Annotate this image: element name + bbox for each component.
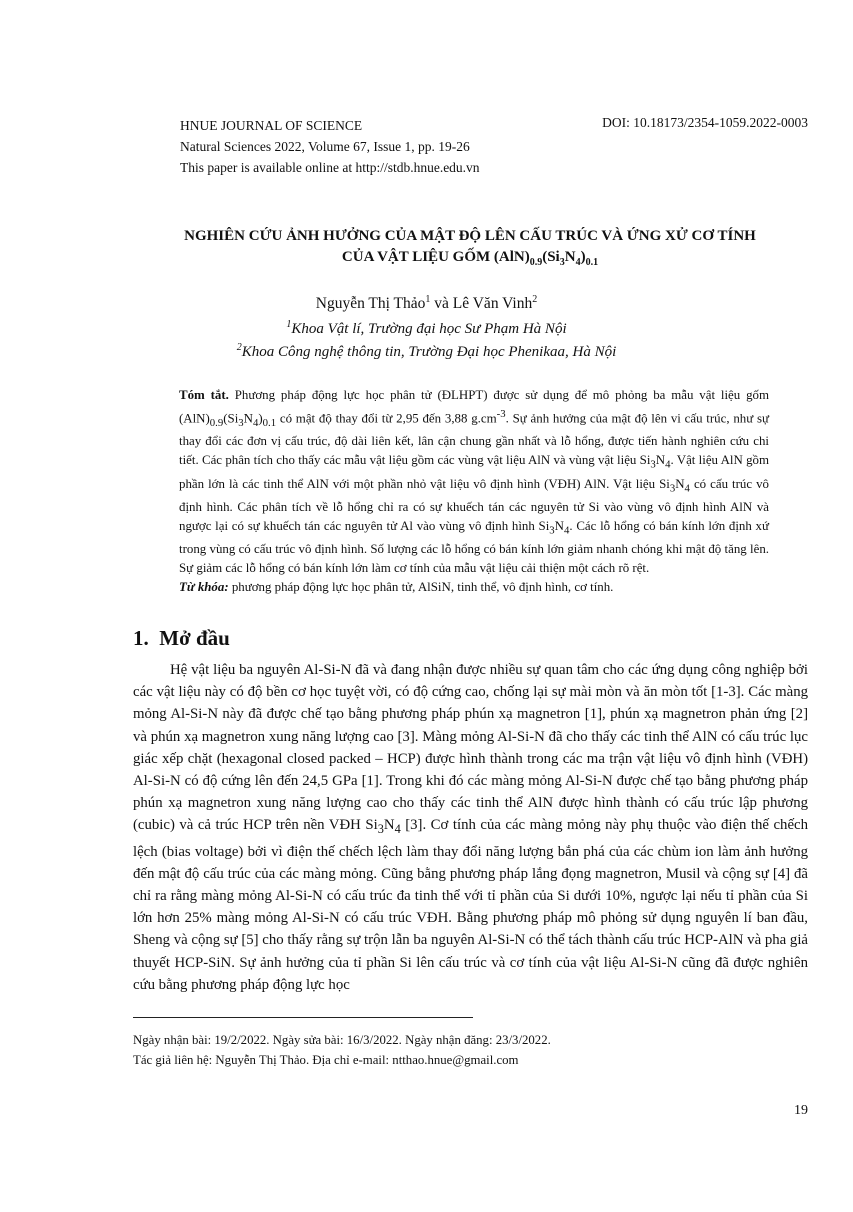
footnote-rule	[133, 1017, 473, 1018]
section-heading: 1. Mở đầu	[133, 626, 230, 650]
affiliation-2: $^2$Khoa Công nghệ thông tin, Trường Đại học Phenikaa, Hà Nội	[236, 342, 617, 360]
authors: Nguyễn Thị Thảo$^1$ và Lê Văn Vinh$^2$	[315, 294, 538, 313]
abstract: Tóm tắt. Phương pháp động lực học phân tử (ĐLHPT) được sử dụng để mô phỏng ba mẫu vật liệu gốm $(AlN)_{0.9}(Si_3N_4)_{0.1}$ có mật độ thay đổi từ 2,95 đến 3,88 $g.cm^{-3}$. Sự ảnh hưởng của mật độ lên vi cấu trúc, như sự thay đổi các đơn vị cấu trúc, độ dài liên kết, lân cận chung gần nhất và lỗ hổng, được tiến hành nghiên cứu chi tiết. Các phân tích cho thấy các mẫu vật liệu gồm các vùng vật liệu AlN và vùng vật liệu $Si_3N_4$. Vật liệu AlN gồm phần lớn là các tinh thể AlN với một phần nhỏ vật liệu vô định hình (VĐH) AlN. Vật liệu $Si_3N_4$ có cấu trúc vô định hình. Các phân tích về lỗ hổng chỉ ra có sự khuếch tán các nguyên tử Si vào vùng vô định hình AlN và ngược lại có sự khuếch tán các nguyên tử Al vào vùng vô định hình $Si_3N_4$. Các lỗ hổng có bán kính lớn định xứ trong vùng có cấu trúc vô định hình. Số lượng các lỗ hổng có bán kính lớn giảm nhanh chóng khi mật độ tăng lên. Sự giảm các lỗ hổng có bán kính lớn làm cơ tính của mẫu vật liệu cải thiện một cách rõ rệt. Từ khóa: phương pháp động lực học phân tử, AlSiN, tinh thể, vô định hình, cơ tính.	[179, 386, 769, 597]
affiliation-1: $^1$Khoa Vật lí, Trường đại học Sư Phạm Hà Nội	[286, 319, 567, 337]
keywords: Từ khóa: phương pháp động lực học phân tử, AlSiN, tinh thể, vô định hình, cơ tính.	[179, 579, 614, 594]
paper-title	[120, 226, 820, 273]
body-text: Hệ vật liệu ba nguyên Al-Si-N đã và đang nhận được nhiều sự quan tâm cho các ứng dụng công nghiệp bởi các vật liệu này có độ bền cơ học tuyệt vời, có độ cứng cao, chống lại sự mài mòn và ăn mòn tốt [1-3]. Các màng mỏng Al-Si-N này đã được chế tạo bằng phương pháp phún xạ magnetron [1], phún xạ magnetron phản ứng [2] và phún xạ magnetron xung năng lượng cao [3]. Màng mỏng Al-Si-N đã cho thấy các tinh thể AlN có cấu trúc lục giác xếp chặt (hexagonal closed packed – HCP) được hình thành trong các ma trận vật liệu vô định hình (VĐH) Al-Si-N có độ cứng lên đến 24,5 GPa [1]. Trong khi đó các màng mỏng Al-Si-N được chế tạo bằng phương pháp phún xạ magnetron xung năng lượng cao cho thấy các tinh thể AlN được hình thành có cấu trúc lập phương (cubic) và cả trúc HCP trên nền VĐH $Si_3N_4$ [3]. Cơ tính của các màng mỏng này phụ thuộc vào điện thế chếch lệch (bias voltage) bởi vì điện thế chếch lệch làm thay đổi năng lượng bắn phá của các chùm ion làm ảnh hưởng đến mật độ cấu trúc của các màng mỏng. Cũng bằng phương pháp lắng đọng magnetron, Musil và cộng sự [4] đã chỉ ra rằng màng mỏng Al-Si-N có cấu trúc đa tinh thể với tỉ phần của Si dưới 10%, ngược lại nếu tỉ phần của Si lớn hơn 25% màng mỏng Al-Si-N có cấu trúc VĐH. Bằng phương pháp mô phỏng sử dụng nguyên lí ban đầu, Sheng và cộng sự [5] cho thấy rằng sự trộn lẫn ba nguyên Al-Si-N có thể tách thành cấu trúc HCP-AlN và pha giả thuyết HCP-SiN. Sự ảnh hưởng của tỉ phần Si lên cấu trúc và cơ tính của vật liệu Al-Si-N cũng đã được nghiên cứu bằng phương pháp động lực học	[133, 662, 808, 993]
abstract-label: Tóm tắt.	[179, 388, 229, 402]
title-line-1: NGHIÊN CỨU ẢNH HƯỞNG CỦA MẬT ĐỘ LÊN CẤU TRÚC VÀ ỨNG XỬ CƠ TÍNH	[184, 228, 756, 244]
title-line-2: CỦA VẬT LIỆU GỐM $(AlN)_{0.9}(Si_3N_4)_{0.1}$	[341, 249, 599, 268]
volume-info: Natural Sciences 2022, Volume 67, Issue 1, pp. 19-26	[180, 139, 470, 154]
footnote-contact: Tác giả liên hệ: Nguyễn Thị Thảo. Địa chỉ e-mail: ntthao.hnue@gmail.com	[133, 1053, 519, 1067]
doi: DOI: 10.18173/2354-1059.2022-0003	[602, 115, 808, 130]
page-number: 19	[794, 1103, 808, 1118]
footnote-dates: Ngày nhận bài: 19/2/2022. Ngày sửa bài: 16/3/2022. Ngày nhận đăng: 23/3/2022.	[133, 1033, 551, 1047]
journal-name: HNUE JOURNAL OF SCIENCE	[180, 118, 363, 133]
online-note: This paper is available online at http://stdb.hnue.edu.vn	[180, 160, 480, 175]
